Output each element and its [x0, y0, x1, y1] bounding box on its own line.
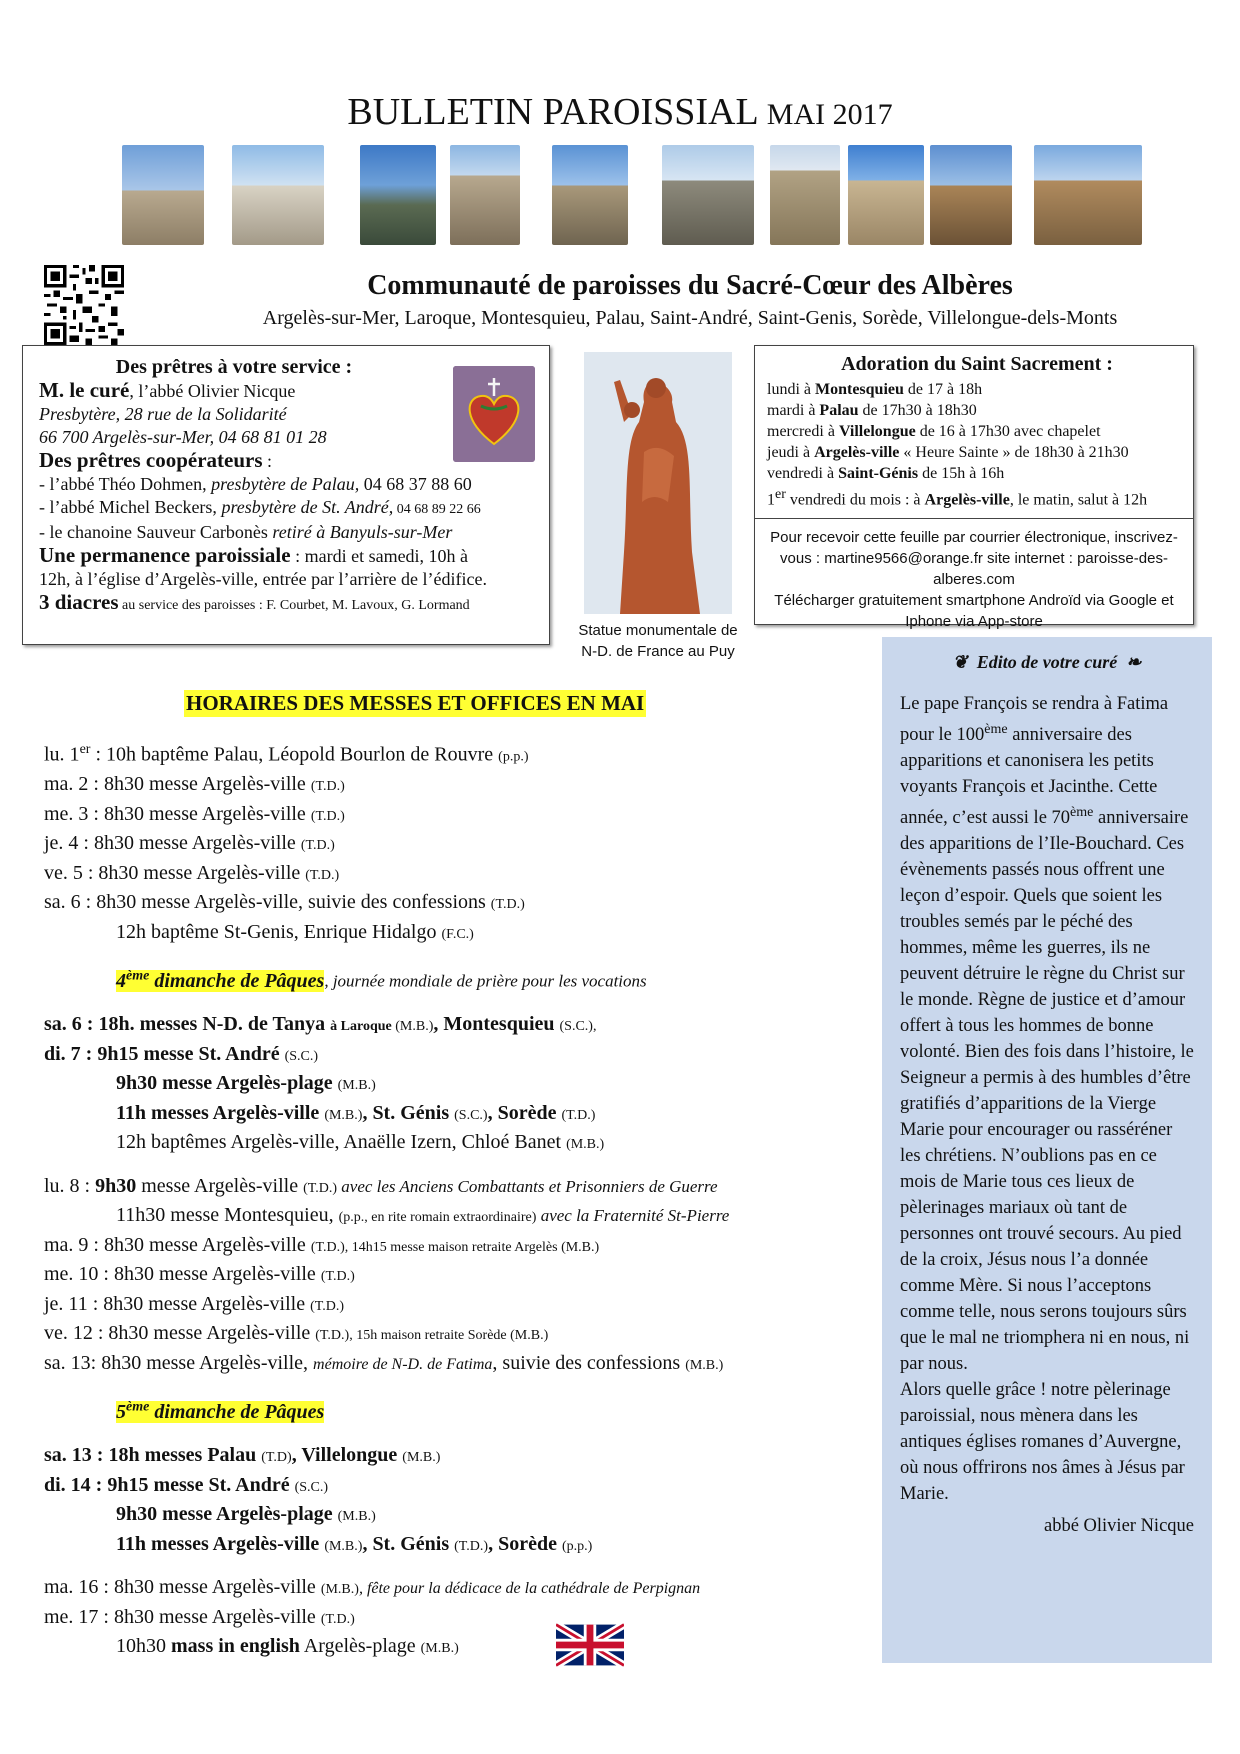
adoration-friday — [767, 463, 1193, 484]
adoration-l1-place: Montesquieu — [815, 381, 904, 398]
church-photo-2 — [232, 145, 324, 245]
s-l8a: sa. 6 : 18h. messes N-D. de Tanya — [44, 1013, 331, 1036]
statue-caption — [570, 620, 746, 662]
schedule-line — [44, 1350, 874, 1380]
s-l14b: (p.p., en rite romain extraordinaire) — [338, 1210, 537, 1226]
s-l5a: ve. 5 : 8h30 messe Argelès-ville — [44, 861, 306, 884]
priests-heading: Des prêtres à votre service : — [115, 356, 353, 378]
s4-num: 4 — [116, 969, 126, 992]
coop2-name: - l’abbé Michel Beckers, — [39, 497, 222, 517]
church-photo-6 — [662, 145, 754, 245]
coop2-phone: 04 68 89 22 66 — [393, 502, 481, 517]
s-l23d: (T.D.) — [454, 1538, 489, 1554]
s-l11a: 11h messes Argelès-ville — [116, 1101, 325, 1124]
coop-priest-3 — [39, 521, 549, 544]
cure-address-2: 66 700 Argelès-sur-Mer, 04 68 81 01 28 — [39, 427, 327, 447]
schedule-line — [44, 1574, 874, 1604]
s-l1a: lu. 1 — [44, 743, 80, 766]
s5-title: dimanche de Pâques — [149, 1400, 325, 1423]
s-l6b: (T.D.) — [490, 897, 525, 913]
deacons-text: au service des paroisses : F. Courbet, M. Lavoux, G. Lormand — [118, 598, 470, 613]
s-l20d: , Villelongue — [291, 1444, 403, 1467]
deacons-label: 3 diacres — [39, 590, 119, 614]
edito-paragraph-1 — [900, 691, 1194, 1377]
adoration-l3-a: mercredi à — [767, 423, 839, 440]
permanence-text-2: 12h, à l’église d’Argelès-ville, entrée par l’arrière de l’édifice. — [39, 569, 487, 589]
church-photo-8 — [848, 145, 924, 245]
s-l25a: me. 17 : 8h30 messe Argelès-ville — [44, 1605, 321, 1628]
s-l9b: (S.C.) — [284, 1048, 319, 1064]
coop1-place: presbytère de Palau, — [211, 474, 360, 494]
adoration-l2-a: mardi à — [767, 402, 820, 419]
schedule-list — [44, 736, 874, 1663]
subscribe-line-2[interactable]: vous : martine9566@orange.fr site internet : paroisse-des- — [780, 550, 1168, 568]
coop1-phone: 04 68 37 88 60 — [359, 474, 472, 494]
schedule-line — [44, 1604, 874, 1634]
permanence-text-1: : mardi et samedi, 10h à — [290, 546, 469, 566]
sacred-heart-icon — [453, 366, 535, 462]
s-l20e: (M.B.) — [402, 1450, 441, 1466]
edito-text-2: anniversaire des apparitions et canonisera les petits voyants François et Jacinthe. Cette année, c’est aussi le 70 — [900, 725, 1158, 829]
s4-subtitle: , journée mondiale de prière pour les vocations — [324, 971, 647, 991]
s-l8d: , Montesquieu — [433, 1013, 560, 1036]
s-l8c: (M.B.) — [391, 1019, 434, 1035]
s-l17a: je. 11 : 8h30 messe Argelès-ville — [44, 1292, 311, 1315]
church-photo-4 — [450, 145, 520, 245]
s-l23a: 11h messes Argelès-ville — [116, 1532, 325, 1555]
s-l15a: ma. 9 : 8h30 messe Argelès-ville — [44, 1233, 311, 1256]
s-l11b: (M.B.) — [324, 1107, 363, 1123]
s-l11e: , Sorède — [487, 1101, 562, 1124]
s-l4b: (T.D.) — [300, 838, 335, 854]
sunday-4-heading — [44, 962, 874, 995]
adoration-l6-sup: er — [775, 487, 786, 502]
s-l26b: mass in english — [171, 1635, 300, 1658]
adoration-l5-a: vendredi à — [767, 465, 839, 482]
church-photo-3 — [360, 145, 436, 245]
edito-box — [882, 637, 1212, 1663]
edito-sup-2: ème — [1070, 805, 1094, 821]
adoration-l1-time: de 17 à 18h — [903, 381, 983, 398]
s-l10b: (M.B.) — [337, 1078, 376, 1094]
schedule-line — [44, 889, 874, 919]
statue-photo — [584, 352, 732, 614]
coop-heading: Des prêtres coopérateurs — [39, 448, 263, 472]
s-l22a: 9h30 messe Argelès-plage — [116, 1503, 338, 1526]
community-towns: Argelès-sur-Mer, Laroque, Montesquieu, Palau, Saint-André, Saint-Genis, Sorède, Villelongue-dels-Monts — [262, 307, 1118, 329]
s-l26d: (M.B.) — [420, 1641, 459, 1657]
adoration-l3-time: de 16 à 17h30 avec chapelet — [915, 423, 1101, 440]
adoration-l2-time: de 17h30 à 18h30 — [858, 402, 977, 419]
s-l21a: di. 14 : 9h15 messe St. André — [44, 1473, 295, 1496]
s-l24a: ma. 16 : 8h30 messe Argelès-ville — [44, 1576, 321, 1599]
coop1-name: - l’abbé Théo Dohmen, — [39, 474, 212, 494]
s-l21b: (S.C.) — [294, 1479, 329, 1495]
schedule-line — [44, 1261, 874, 1291]
s-l1b: : 10h baptême Palau, Léopold Bourlon de Rouvre — [90, 743, 499, 766]
schedule-line — [44, 1070, 874, 1100]
subscribe-line-1: Pour recevoir cette feuille par courrier électronique, inscrivez- — [770, 529, 1178, 547]
s-l2a: ma. 2 : 8h30 messe Argelès-ville — [44, 773, 311, 796]
adoration-l1-a: lundi à — [767, 381, 815, 398]
edito-heading-text: Edito de votre curé — [976, 652, 1118, 672]
s-l3b: (T.D.) — [310, 808, 345, 824]
adoration-l5-place: Saint-Génis — [838, 465, 919, 482]
s-l4a: je. 4 : 8h30 messe Argelès-ville — [44, 832, 301, 855]
schedule-line — [44, 1320, 874, 1350]
s-l1c: (p.p.) — [498, 749, 529, 765]
schedule-line — [44, 1011, 874, 1041]
adoration-l6-b: vendredi du mois : à — [785, 491, 925, 509]
title-main: BULLETIN PAROISSIAL — [347, 91, 758, 133]
edito-text-3: anniversaire des apparitions de l’Ile-Bouchard. Ces évènements passés nous offrent une leçon d’espoir. Quels que soient les troubles semés par le péché des hommes, même les guerres, ils ne peuvent détruire le règne du Christ sur le monde. Règne de justice et d’amour offert à tous les hommes de bonne volonté. Bien des fois dans l’histoire, le Seigneur a permis à des humbles d’être gratifiés d’apparitions de la Vierge Marie pour encourager ou rasséréner les chrétiens. N’oublions pas en ce mois de Marie tous ces lieux de pèlerinages mariaux où tant de personnes ont trouvé secours. Au pied de la croix, Jésus nous l’a donnée comme Mère. Si nous l’acceptons comme telle, nous serons toujours sûrs que le mal ne triomphera ni en nous, ni par nous. — [900, 808, 1194, 1375]
coop-colon: : — [262, 451, 273, 471]
adoration-l5-time: de 15h à 16h — [918, 465, 1005, 482]
s-l10a: 9h30 messe Argelès-plage — [116, 1072, 338, 1095]
church-photo-5 — [552, 145, 628, 245]
s-l12a: 12h baptêmes Argelès-ville, Anaëlle Izern, Chloé Banet — [116, 1131, 567, 1154]
schedule-line — [44, 1100, 874, 1130]
schedule-line — [44, 1472, 874, 1502]
edito-text-1: Le pape François se rendra à Fatima pour le 100 — [900, 694, 1169, 746]
s-l14c: avec la Fraternité St-Pierre — [536, 1206, 730, 1226]
adoration-l3-place: Villelongue — [838, 423, 916, 440]
schedule-line — [44, 1232, 874, 1262]
coop-priest-1 — [39, 473, 549, 496]
s-l13b: 9h30 — [95, 1174, 137, 1197]
schedule-line — [44, 1501, 874, 1531]
church-photo-9 — [930, 145, 1012, 245]
cure-address-1: Presbytère, 28 rue de la Solidarité — [39, 404, 287, 424]
s-l23c: , St. Génis — [362, 1532, 455, 1555]
s4-title: dimanche de Pâques — [149, 969, 325, 992]
adoration-l6-time: , le matin, salut à 12h — [1009, 491, 1148, 509]
s-l26c: Argelès-plage — [299, 1635, 421, 1658]
s-l20a: sa. 13 : 18h messes — [44, 1444, 208, 1467]
edito-signature: abbé Olivier Nicque — [1044, 1516, 1194, 1537]
s-l26a: 10h30 — [116, 1635, 171, 1658]
church-photo-1 — [122, 145, 204, 245]
adoration-monday — [767, 379, 1193, 400]
coop3-place: retiré à Banyuls-sur-Mer — [272, 522, 453, 542]
title-date: MAI 2017 — [766, 98, 893, 131]
community-title: Communauté de paroisses du Sacré-Cœur des Albères — [367, 270, 1013, 301]
church-photo-7 — [770, 145, 840, 245]
s-l3a: me. 3 : 8h30 messe Argelès-ville — [44, 802, 311, 825]
s-l19c: , suivie des confessions — [492, 1351, 686, 1374]
adoration-l4-a: jeudi à — [767, 444, 815, 461]
s-l2b: (T.D.) — [310, 779, 345, 795]
adoration-wednesday — [767, 421, 1193, 442]
schedule-line — [44, 1202, 874, 1232]
s-l6a: sa. 6 : 8h30 messe Argelès-ville, suivie des confessions — [44, 891, 491, 914]
s-l14a: 11h30 messe Montesquieu, — [116, 1204, 339, 1227]
s-l1sup: er — [79, 742, 91, 757]
s-l13a: lu. 8 : — [44, 1174, 96, 1197]
s-l12b: (M.B.) — [566, 1137, 605, 1153]
sunday-4-highlight — [116, 970, 324, 992]
s-l23f: (p.p.) — [561, 1538, 593, 1554]
s-l22b: (M.B.) — [337, 1509, 376, 1525]
s-l7a: 12h baptême St-Genis, Enrique Hidalgo — [116, 920, 442, 943]
s-l16b: (T.D.) — [320, 1269, 355, 1285]
s-l11f: (T.D.) — [561, 1107, 596, 1123]
edito-paragraph-2: Alors quelle grâce ! notre pèlerinage paroissial, nous mènera dans les antiques églises romanes d’Auvergne, où nous offrirons nos âmes à Jésus par Marie. — [900, 1380, 1185, 1505]
schedule-line — [44, 1173, 874, 1203]
schedule-line — [44, 1291, 874, 1321]
s-l13c: messe Argelès-ville — [136, 1174, 304, 1197]
schedule-line — [44, 736, 874, 771]
schedule-line — [44, 1129, 874, 1159]
schedule-line — [44, 1442, 874, 1472]
edito-heading — [900, 649, 1194, 675]
s-l16a: me. 10 : 8h30 messe Argelès-ville — [44, 1263, 321, 1286]
s-l25b: (T.D.) — [320, 1611, 355, 1627]
adoration-l6-a: 1 — [767, 491, 775, 509]
s-l5b: (T.D.) — [305, 867, 340, 883]
s4-sup: ème — [126, 968, 150, 984]
s-l8e: (S.C.), — [559, 1019, 597, 1035]
left-ornament-icon: ❦ — [952, 652, 977, 672]
subscribe-line-4: Télécharger gratuitement smartphone Androïd via Google et — [774, 592, 1174, 610]
s-l18b: (T.D.), 15h maison retraite Sorède (M.B.) — [315, 1328, 549, 1344]
uk-flag-icon — [556, 1623, 624, 1667]
s-l7b: (F.C.) — [441, 926, 474, 942]
sunday-5-highlight — [116, 1401, 324, 1423]
s5-num: 5 — [116, 1400, 126, 1423]
s5-sup: ème — [126, 1399, 150, 1415]
right-ornament-icon: ❧ — [1117, 652, 1142, 672]
permanence-label: Une permanence paroissiale — [39, 543, 291, 567]
schedule-line — [44, 1041, 874, 1071]
sunday-5-heading — [44, 1393, 874, 1426]
subscribe-line-3[interactable]: alberes.com — [933, 571, 1015, 589]
edito-sup-1: ème — [984, 722, 1008, 737]
church-photo-10 — [1034, 145, 1142, 245]
schedule-line — [44, 801, 874, 831]
priests-box — [22, 345, 550, 645]
coop-priest-2 — [39, 496, 549, 521]
schedule-title: HORAIRES DES MESSES ET OFFICES EN MAI — [186, 691, 645, 715]
s-l19a: sa. 13: 8h30 messe Argelès-ville, — [44, 1351, 314, 1374]
coop3-name: - le chanoine Sauveur Carbonès — [39, 522, 273, 542]
adoration-first-friday — [767, 484, 1193, 510]
cure-name: , l’abbé Olivier Nicque — [129, 381, 296, 401]
s-l19b: mémoire de N-D. de Fatima — [313, 1355, 493, 1373]
s-l8b: à Laroque — [330, 1019, 392, 1035]
s-l11d: (S.C.) — [454, 1107, 488, 1123]
schedule-line — [44, 1633, 874, 1663]
statue-caption-line-1: Statue monumentale de — [578, 622, 738, 639]
s-l15b: (T.D.), 14h15 messe maison retraite Argelès (M.B.) — [310, 1239, 600, 1255]
s-l13d: (T.D.) — [303, 1180, 338, 1196]
cure-label: M. le curé — [39, 378, 130, 402]
qr-code-icon — [44, 265, 124, 345]
adoration-l4-place: Argelès-ville — [814, 444, 900, 461]
schedule-line — [44, 771, 874, 801]
adoration-l2-place: Palau — [819, 402, 859, 419]
schedule-line — [44, 919, 874, 949]
s-l24c: , fête pour la dédicace de la cathédrale de Perpignan — [358, 1580, 701, 1598]
s-l11c: , St. Génis — [362, 1101, 455, 1124]
s-l20c: (T.D) — [261, 1450, 292, 1466]
statue-caption-line-2: N-D. de France au Puy — [581, 643, 735, 660]
subscribe-line-5: Iphone via App-store — [905, 613, 1043, 631]
s-l13e: avec les Anciens Combattants et Prisonniers de Guerre — [337, 1176, 718, 1196]
adoration-l4-time: « Heure Sainte » de 18h30 à 21h30 — [899, 444, 1129, 461]
adoration-box — [754, 345, 1194, 631]
subscribe-info — [755, 518, 1193, 632]
s-l23b: (M.B.) — [324, 1538, 363, 1554]
schedule-line — [44, 1531, 874, 1561]
s-l24b: (M.B.) — [320, 1582, 359, 1598]
s-l17b: (T.D.) — [310, 1298, 345, 1314]
adoration-heading: Adoration du Saint Sacrement : — [841, 353, 1113, 375]
s-l9a: di. 7 : 9h15 messe St. André — [44, 1042, 285, 1065]
s-l19d: (M.B.) — [685, 1357, 724, 1373]
s-l18a: ve. 12 : 8h30 messe Argelès-ville — [44, 1322, 316, 1345]
bulletin-title — [0, 90, 1240, 134]
s-l20b: Palau — [207, 1444, 262, 1467]
coop2-place: presbytère de St. André, — [221, 497, 394, 517]
adoration-thursday — [767, 442, 1193, 463]
s-l23e: , Sorède — [488, 1532, 562, 1555]
schedule-line — [44, 860, 874, 890]
adoration-tuesday — [767, 400, 1193, 421]
adoration-l6-place: Argelès-ville — [924, 491, 1010, 509]
schedule-line — [44, 830, 874, 860]
